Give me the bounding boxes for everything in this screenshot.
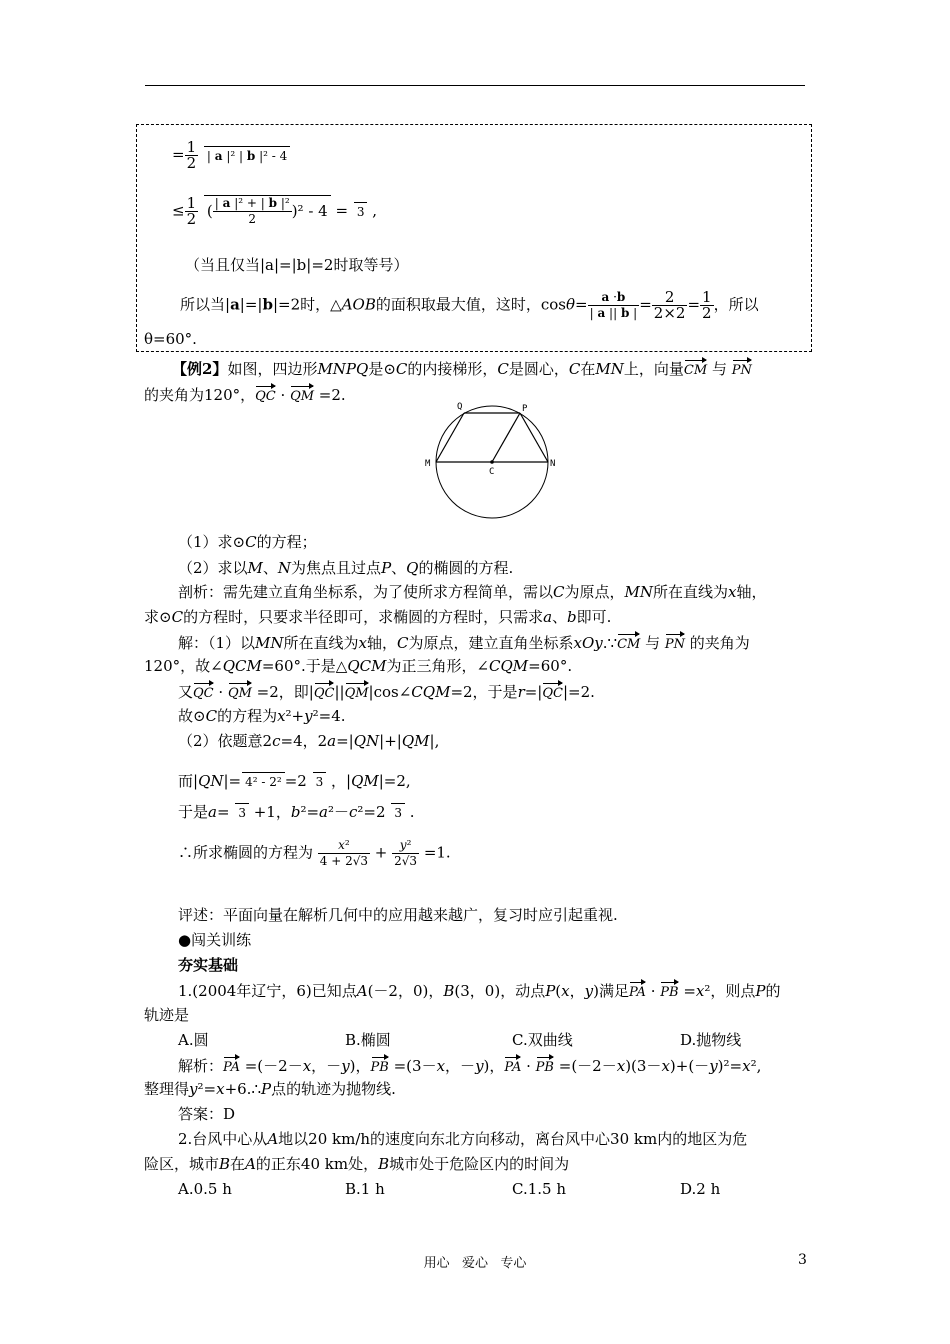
problem2-line2: 险区，城市B在A的正东40 km处，B城市处于危险区内的时间为 <box>144 1155 570 1173</box>
label-m: M <box>425 459 431 469</box>
header-rule <box>145 85 805 86</box>
problem1-line1: 1.(2004年辽宁，6)已知点A(－2，0)，B(3，0)，动点P(x，y)满足PA · PB =x²，则点P的 <box>178 982 781 1000</box>
training-subtitle: 夯实基础 <box>178 956 239 974</box>
solution-line-8: ∴所求椭圆的方程为 $\frac{\text{x²}}{4 + 2√3}$ + $\frac{\text{y²}}{2√3}$ =1. <box>178 838 451 868</box>
question-2: （2）求以M、N为焦点且过点P、Q的椭圆的方程. <box>178 559 514 577</box>
solution-line-2: 120°，故∠QCM=60°.于是△QCM为正三角形，∠CQM=60°. <box>144 657 573 675</box>
problem1-line2: 轨迹是 <box>144 1006 190 1024</box>
question-1: （1）求⊙C的方程； <box>178 533 317 551</box>
box-line-2: ≤ $\frac{1}{2}$ ( $\frac{\text{| a |² + | b |²}}{2}$ )² - 4 = 3 , <box>172 194 377 228</box>
box-line-4: 所以当|a|=|b|=2时，△AOB的面积取最大值，这时，cosθ= $\frac{a \cdot b}{| a || b |}$ = $\frac{2}{2\times 2}$ = $\frac{1}{2}$ ，所以 <box>180 288 759 322</box>
problem2-option-d: D.2 h <box>680 1180 721 1198</box>
problem1-analysis-1: 解析：PA =(－2－x，－y)，PB =(3－x，－y)，PA · PB =(－2－x)(3－x)+(－y)²=x², <box>178 1057 762 1075</box>
analysis-line-1: 剖析：需先建立直角坐标系，为了使所求方程简单，需以C为原点，MN所在直线为x轴， <box>178 583 767 601</box>
problem2-option-c: C.1.5 h <box>512 1180 566 1198</box>
comment-line: 评述：平面向量在解析几何中的应用越来越广，复习时应引起重视. <box>178 906 618 924</box>
training-title: ●闯关训练 <box>178 931 252 949</box>
box-line-3: （当且仅当|a|=|b|=2时取等号） <box>185 256 409 274</box>
solution-line-4: 故⊙C的方程为x²+y²=4. <box>178 707 346 725</box>
problem1-answer: 答案：D <box>178 1105 236 1123</box>
problem2-option-a: A.0.5 h <box>178 1180 232 1198</box>
label-c: C <box>489 467 495 477</box>
label-p: P <box>522 404 528 414</box>
solution-line-3: 又QC · QM =2，即|QC||QM|cos∠CQM=2，于是r=|QC|=2. <box>178 683 595 701</box>
problem1-option-c: C.双曲线 <box>512 1031 573 1049</box>
circle-trapezoid-figure <box>420 400 570 525</box>
footer-slogan: 用心 爱心 专心 <box>423 1256 527 1271</box>
example2-line2: 的夹角为120°，QC · QM =2. <box>144 386 346 404</box>
problem2-option-b: B.1 h <box>345 1180 385 1198</box>
page-number: 3 <box>798 1252 807 1268</box>
problem1-option-b: B.椭圆 <box>345 1031 391 1049</box>
solution-line-6: 而|QN|= 4² - 2² =2 3 ，|QM|=2, <box>178 772 411 790</box>
example2-header: 【例2】如图，四边形MNPQ是⊙C的内接梯形，C是圆心，C在MN上，向量CM 与 PN <box>172 360 752 378</box>
analysis-line-2: 求⊙C的方程时，只要求半径即可，求椭圆的方程时，只需求a、b即可. <box>144 608 612 626</box>
box-line-5: θ=60°. <box>144 330 197 348</box>
label-q: Q <box>457 402 463 412</box>
label-n: N <box>550 459 556 469</box>
problem1-option-a: A.圆 <box>178 1031 209 1049</box>
solution-line-1: 解：（1）以MN所在直线为x轴，C为原点，建立直角坐标系xOy.∵CM 与 PN 的夹角为 <box>178 634 750 652</box>
problem1-option-d: D.抛物线 <box>680 1031 742 1049</box>
problem2-line1: 2.台风中心从A地以20 km/h的速度向东北方向移动，离台风中心30 km内的地区为危 <box>178 1130 748 1148</box>
solution-line-7: 于是a= 3 +1，b²=a²－c²=2 3 . <box>178 803 415 821</box>
problem1-analysis-2: 整理得y²=x+6.∴P点的轨迹为抛物线. <box>144 1080 396 1098</box>
box-line-1: = $\frac{1}{2}$ | a |² | b |² - 4 <box>172 140 290 171</box>
solution-line-5: （2）依题意2c=4，2a=|QN|+|QM|, <box>178 732 440 750</box>
